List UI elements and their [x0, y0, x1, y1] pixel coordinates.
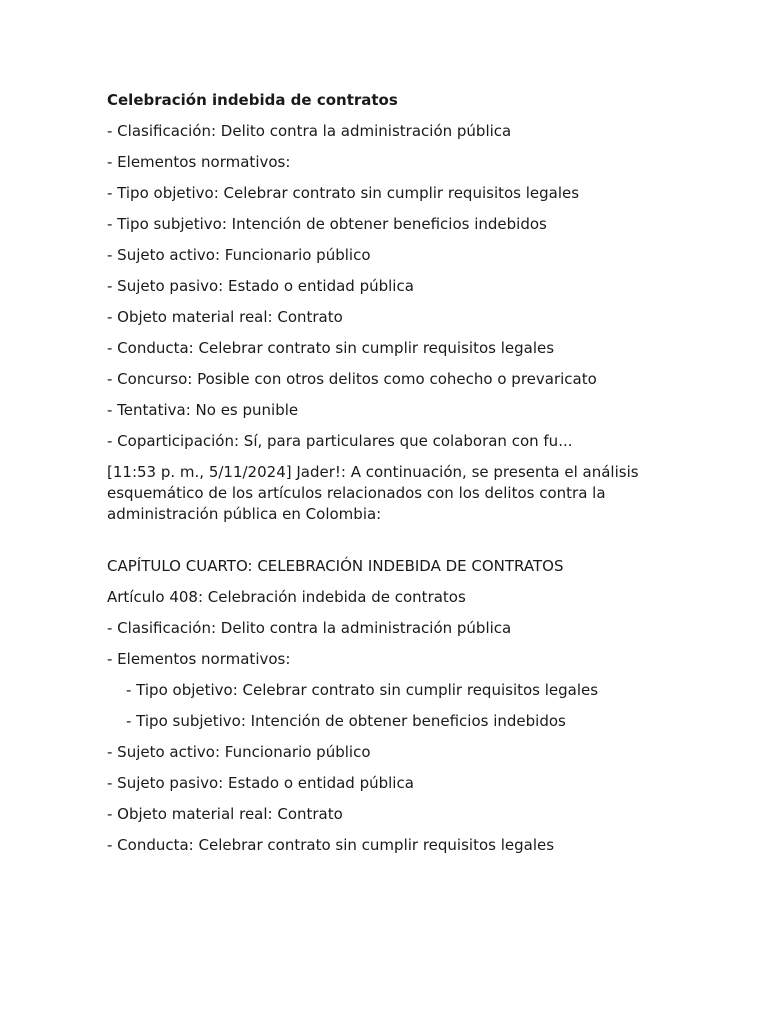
- article-heading: Artículo 408: Celebración indebida de contratos: [107, 588, 466, 606]
- summary-line-sujeto-pasivo: - Sujeto pasivo: Estado o entidad pública: [107, 277, 414, 295]
- chat-message: [11:53 p. m., 5/11/2024] Jader!: A continuación, se presenta el análisis esquemático de los artículos relacionados con los delitos contra la administración pública en Colombia:: [107, 463, 639, 523]
- article-line-clasificacion: - Clasificación: Delito contra la administración pública: [107, 619, 512, 637]
- chapter-heading: CAPÍTULO CUARTO: CELEBRACIÓN INDEBIDA DE CONTRATOS: [107, 557, 564, 575]
- article-line-objeto-material: - Objeto material real: Contrato: [107, 805, 343, 823]
- article-line-elementos: - Elementos normativos:: [107, 650, 291, 668]
- summary-line-tentativa: - Tentativa: No es punible: [107, 401, 299, 419]
- summary-line-elementos: - Elementos normativos:: [107, 153, 291, 171]
- summary-line-clasificacion: - Clasificación: Delito contra la administración pública: [107, 122, 512, 140]
- summary-line-coparticipacion: - Coparticipación: Sí, para particulares que colaboran con fu...: [107, 432, 573, 450]
- article-line-tipo-objetivo: - Tipo objetivo: Celebrar contrato sin cumplir requisitos legales: [126, 681, 599, 699]
- document-page: [107, 90, 667, 866]
- document-title: Celebración indebida de contratos: [107, 91, 398, 109]
- summary-line-tipo-subjetivo: - Tipo subjetivo: Intención de obtener beneficios indebidos: [107, 215, 547, 233]
- summary-line-conducta: - Conducta: Celebrar contrato sin cumplir requisitos legales: [107, 339, 555, 357]
- article-line-sujeto-activo: - Sujeto activo: Funcionario público: [107, 743, 371, 761]
- summary-line-objeto-material: - Objeto material real: Contrato: [107, 308, 343, 326]
- summary-line-tipo-objetivo: - Tipo objetivo: Celebrar contrato sin cumplir requisitos legales: [107, 184, 580, 202]
- summary-line-concurso: - Concurso: Posible con otros delitos como cohecho o prevaricato: [107, 370, 597, 388]
- article-line-sujeto-pasivo: - Sujeto pasivo: Estado o entidad pública: [107, 774, 414, 792]
- summary-line-sujeto-activo: - Sujeto activo: Funcionario público: [107, 246, 371, 264]
- article-line-tipo-subjetivo: - Tipo subjetivo: Intención de obtener beneficios indebidos: [126, 712, 566, 730]
- article-line-conducta: - Conducta: Celebrar contrato sin cumplir requisitos legales: [107, 836, 555, 854]
